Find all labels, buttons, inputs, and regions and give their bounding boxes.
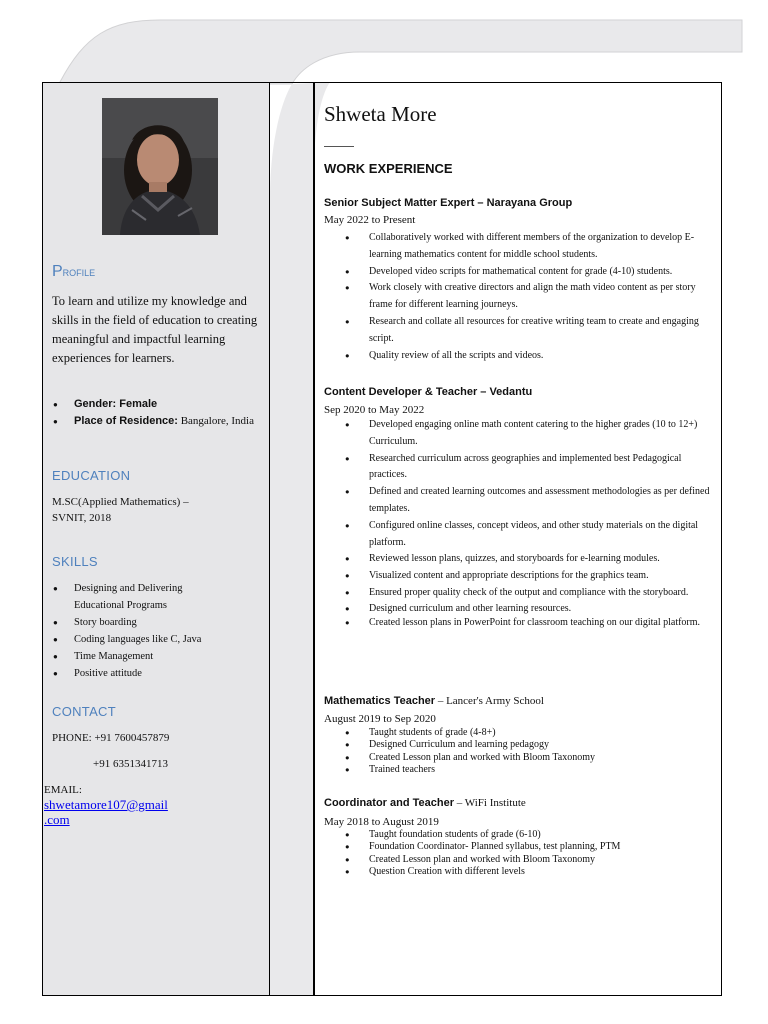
job-bullet: ● Foundation Coordinator- Planned syllabus, test planning, PTM [324, 841, 714, 853]
job-bullet: ● Created Lesson plan and worked with Bloom Taxonomy [324, 752, 714, 764]
job-date: Sep 2020 to May 2022 [324, 404, 425, 416]
contact-email-label: EMAIL: [44, 784, 82, 796]
job-bullet: ● Visualized content and appropriate descriptions for the graphics team. [324, 568, 719, 585]
job-bullet: ● Trained teachers [324, 764, 714, 776]
profile-heading: Profile [52, 263, 96, 280]
contact-email-link[interactable] [44, 797, 256, 827]
job-bullet: ● Designed curriculum and other learning resources. [324, 602, 719, 616]
work-experience-heading: WORK EXPERIENCE [324, 161, 453, 176]
candidate-name: Shweta More [324, 102, 437, 126]
job-bullet: ● Quality review of all the scripts and videos. [324, 348, 719, 365]
job-bullet: ● Work closely with creative directors and align the math video content as per story frame for different learning journeys. [324, 280, 719, 314]
job-bullets [324, 417, 719, 630]
job-date: August 2019 to Sep 2020 [324, 713, 436, 725]
personal-residence: ● Place of Residence: Bangalore, India [52, 413, 264, 430]
profile-photo [102, 98, 218, 235]
skills-heading: SKILLS [52, 554, 98, 569]
job-bullet: ● Designed Curriculum and learning pedagogy [324, 739, 714, 751]
personal-gender: ● Gender: Female [52, 396, 264, 413]
job-bullet: ● Researched curriculum across geographies and implemented best Pedagogical practices. [324, 451, 719, 485]
column-divider [313, 82, 315, 996]
job-title: Coordinator and Teacher – WiFi Institute [324, 797, 526, 809]
job-bullets [324, 727, 714, 777]
skills-list [52, 580, 212, 682]
skill-item: ● Story boarding [52, 614, 212, 631]
contact-phone: PHONE: +91 7600457879 [52, 732, 170, 744]
education-degree: M.SC(Applied Mathematics) – [52, 496, 189, 508]
profile-text: To learn and utilize my knowledge and skills in the field of education to creating meaningful and impactful learning experiences for learners. [52, 294, 258, 365]
job-bullet: ● Configured online classes, concept videos, and other study materials on the digital platform. [324, 518, 719, 552]
job-bullet: ● Taught foundation students of grade (6-10) [324, 829, 714, 841]
contact-heading: CONTACT [52, 704, 116, 719]
personal-details-list [52, 396, 264, 430]
job-bullet: ● Defined and created learning outcomes and assessment methodologies as per defined templates. [324, 484, 719, 518]
job-bullets [324, 829, 714, 879]
job-bullet: ● Taught students of grade (4-8+) [324, 727, 714, 739]
job-title: Mathematics Teacher – Lancer's Army School [324, 695, 544, 707]
job-bullet: ● Created lesson plans in PowerPoint for classroom teaching on our digital platform. [324, 616, 719, 630]
email-link-line1[interactable]: shwetamore107@gmail [44, 797, 168, 812]
job-bullet: ● Question Creation with different levels [324, 866, 714, 878]
job-bullets [324, 230, 719, 364]
skill-item: ● Coding languages like C, Java [52, 631, 212, 648]
skill-item: ● Positive attitude [52, 665, 212, 682]
job-title: Senior Subject Matter Expert – Narayana Group [324, 197, 573, 209]
skill-item: ● Time Management [52, 648, 212, 665]
skill-item: ● Designing and Delivering Educational Programs [52, 580, 212, 614]
job-date: May 2022 to Present [324, 214, 416, 226]
job-bullet: ● Ensured proper quality check of the output and compliance with the storyboard. [324, 585, 719, 602]
job-bullet: ● Developed engaging online math content catering to the higher grades (10 to 12+) Curriculum. [324, 417, 719, 451]
job-bullet: ● Collaboratively worked with different members of the organization to develop E-learning mathematics content for middle school students. [324, 230, 719, 264]
job-bullet: ● Created Lesson plan and worked with Bloom Taxonomy [324, 854, 714, 866]
job-bullet: ● Developed video scripts for mathematical content for grade (4-10) students. [324, 264, 719, 281]
education-institute: SVNIT, 2018 [52, 512, 112, 524]
job-bullet: ● Reviewed lesson plans, quizzes, and storyboards for e-learning modules. [324, 551, 719, 568]
job-date: May 2018 to August 2019 [324, 816, 439, 828]
contact-phone-secondary: +91 6351341713 [93, 758, 168, 770]
name-underline [324, 146, 354, 147]
education-heading: EDUCATION [52, 468, 131, 483]
job-title: Content Developer & Teacher – Vedantu [324, 386, 533, 398]
job-bullet: ● Research and collate all resources for creative writing team to create and engaging script. [324, 314, 719, 348]
email-link-line2[interactable]: .com [44, 812, 70, 827]
